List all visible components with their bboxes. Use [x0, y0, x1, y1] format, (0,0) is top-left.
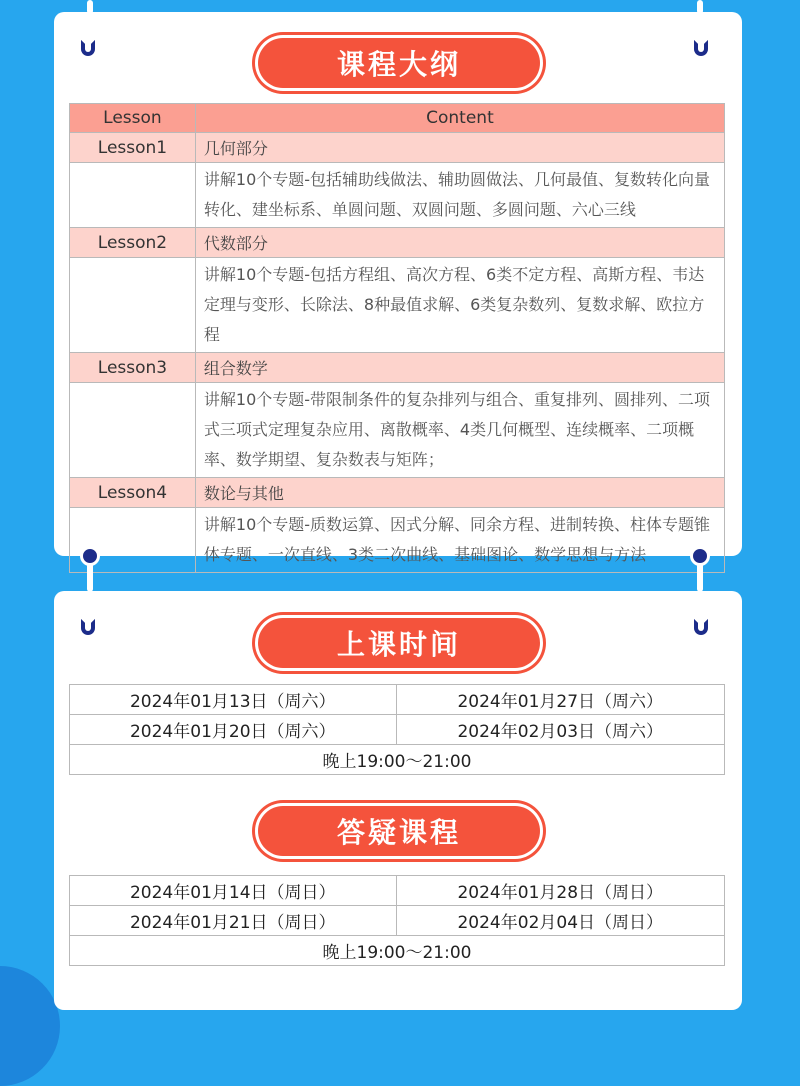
lesson-description: 讲解10个专题-包括方程组、高次方程、6类不定方程、高斯方程、韦达定理与变形、长除法、8种最值求解、6类复杂数列、复数求解、欧拉方程 [195, 258, 724, 353]
hook-icon [690, 546, 710, 566]
lesson-content-row [70, 258, 725, 353]
class-time-table [69, 684, 725, 775]
outline-card [54, 12, 742, 564]
class-date: 2024年01月27日（周六） [396, 685, 725, 715]
empty-cell [70, 163, 196, 228]
qa-date: 2024年01月14日（周日） [70, 876, 397, 906]
lesson-description: 讲解10个专题-包括辅助线做法、辅助圆做法、几何最值、复数转化向量转化、建坐标系、单圆问题、双圆问题、多圆问题、六心三线 [195, 163, 724, 228]
qa-title-badge [258, 806, 540, 856]
class-date: 2024年01月20日（周六） [70, 715, 397, 745]
lesson-content-row [70, 508, 725, 573]
lesson-name: Lesson2 [70, 228, 196, 258]
header-lesson: Lesson [70, 104, 196, 133]
table-row [70, 936, 725, 966]
lesson-name: Lesson4 [70, 478, 196, 508]
qa-time-range: 晚上19:00～21:00 [70, 936, 725, 966]
binder-ring-icon [694, 40, 708, 56]
schedule-card [54, 591, 742, 1010]
class-time-range: 晚上19:00～21:00 [70, 745, 725, 775]
class-date: 2024年02月03日（周六） [396, 715, 725, 745]
qa-table [69, 875, 725, 966]
lesson-row [70, 353, 725, 383]
hook-icon [80, 546, 100, 566]
table-row [70, 906, 725, 936]
binder-ring-icon [81, 619, 95, 635]
lesson-topic: 数论与其他 [195, 478, 724, 508]
lesson-row [70, 478, 725, 508]
outline-title: 课程大纲 [336, 48, 461, 81]
lesson-description: 讲解10个专题-质数运算、因式分解、同余方程、进制转换、柱体专题锥体专题、一次直线、3类二次曲线、基础图论、数学思想与方法 [195, 508, 724, 573]
class-date: 2024年01月13日（周六） [70, 685, 397, 715]
lesson-row [70, 133, 725, 163]
table-row [70, 876, 725, 906]
qa-title: 答疑课程 [336, 816, 461, 849]
lesson-content-row [70, 163, 725, 228]
table-row [70, 685, 725, 715]
class-time-title-badge [258, 618, 540, 668]
binder-ring-icon [694, 619, 708, 635]
outline-table [69, 103, 725, 573]
lesson-name: Lesson3 [70, 353, 196, 383]
class-time-title: 上课时间 [336, 628, 461, 661]
lesson-topic: 几何部分 [195, 133, 724, 163]
header-content: Content [195, 104, 724, 133]
binder-ring-icon [81, 40, 95, 56]
table-header-row [70, 104, 725, 133]
lesson-row [70, 228, 725, 258]
lesson-description: 讲解10个专题-带限制条件的复杂排列与组合、重复排列、圆排列、二项式三项式定理复杂应用、离散概率、4类几何概型、连续概率、二项概率、数学期望、复杂数表与矩阵； [195, 383, 724, 478]
lesson-topic: 组合数学 [195, 353, 724, 383]
lesson-name: Lesson1 [70, 133, 196, 163]
empty-cell [70, 258, 196, 353]
background-decoration [0, 966, 60, 1086]
qa-date: 2024年01月28日（周日） [396, 876, 725, 906]
qa-date: 2024年01月21日（周日） [70, 906, 397, 936]
empty-cell [70, 383, 196, 478]
table-row [70, 715, 725, 745]
table-row [70, 745, 725, 775]
lesson-topic: 代数部分 [195, 228, 724, 258]
outline-title-badge [258, 38, 540, 88]
qa-date: 2024年02月04日（周日） [396, 906, 725, 936]
lesson-content-row [70, 383, 725, 478]
